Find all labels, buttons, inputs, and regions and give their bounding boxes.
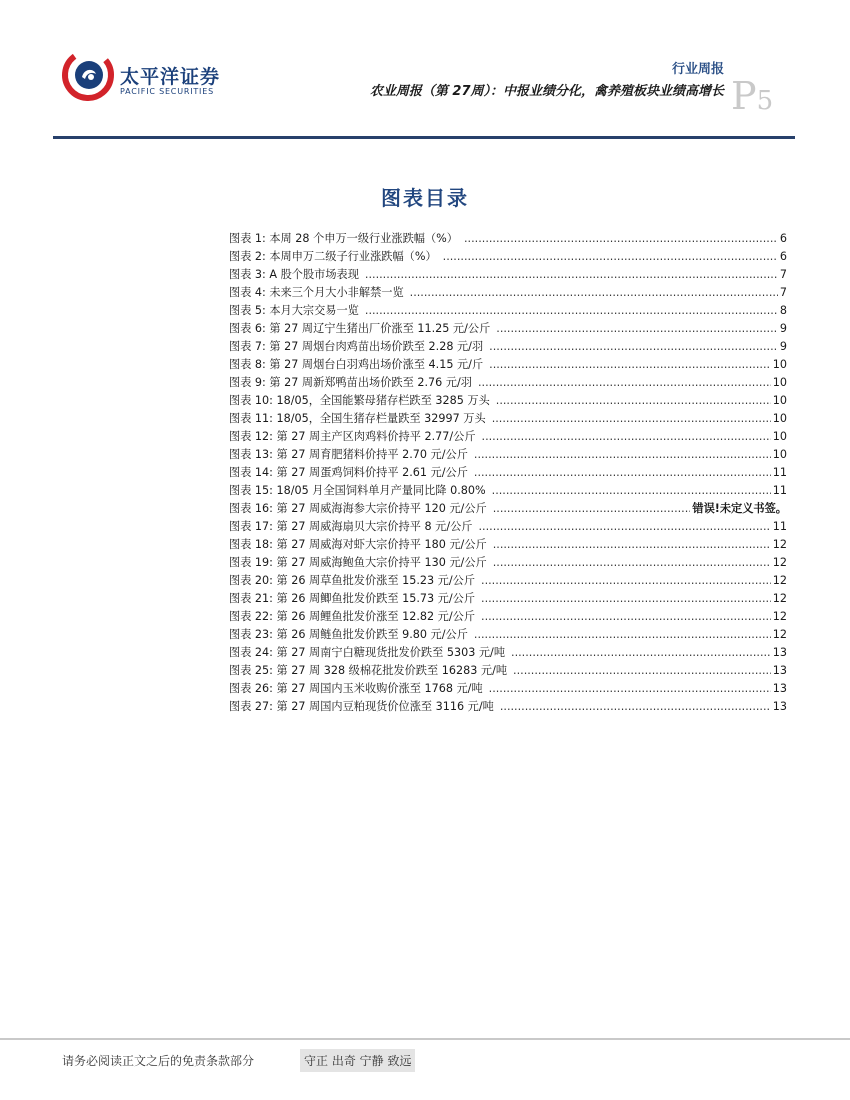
toc-entry-label: 图表 21: 第 26 周鲫鱼批发价跌至 15.73 元/公斤 [229,592,476,605]
disclaimer-note: 请务必阅读正文之后的免责条款部分 [62,1054,255,1068]
report-type: 行业周报 [671,62,724,77]
toc-entry-label: 图表 26: 第 27 周国内玉米收购价涨至 1768 元/吨 [229,682,483,695]
toc-leader-dots [478,376,771,389]
toc-entry[interactable] [229,392,787,410]
toc-leader-dots [492,484,771,497]
toc-entry-label: 图表 25: 第 27 周 328 级棉花批发价跌至 16283 元/吨 [229,664,508,677]
toc-entry-page: 12 [772,556,787,569]
toc-entry[interactable] [229,410,787,428]
toc-leader-dots [492,412,771,425]
toc-entry-label: 图表 2: 本周申万二级子行业涨跌幅（%） [229,250,437,263]
toc-leader-dots [481,592,771,605]
toc-entry[interactable] [229,572,787,590]
toc-entry-page: 6 [779,232,787,245]
toc-entry-label: 图表 15: 18/05 月全国饲料单月产量同比降 0.80% [229,484,486,497]
toc-leader-dots [474,628,771,641]
toc-entry[interactable] [229,644,787,662]
toc-entry-label: 图表 4: 未来三个月大小非解禁一览 [229,286,404,299]
toc-entry[interactable] [229,230,787,248]
toc-entry-label: 图表 5: 本月大宗交易一览 [229,304,359,317]
toc-leader-dots [513,664,771,677]
toc-entry-page: 12 [772,610,787,623]
toc-entry[interactable] [229,428,787,446]
toc-entry[interactable] [229,608,787,626]
toc-entry-page: 12 [772,628,787,641]
brand-name-en: PACIFIC SECURITIES [120,87,214,96]
toc-leader-dots [493,538,771,551]
toc-entry-page: 13 [772,682,787,695]
toc-leader-dots [489,340,778,353]
toc-leader-dots [410,286,778,299]
toc-entry-label: 图表 3: A 股个股市场表现 [229,268,359,281]
toc-entry-label: 图表 12: 第 27 周主产区肉鸡料价持平 2.77/公斤 [229,430,476,443]
company-motto: 守正 出奇 宁静 致远 [300,1049,415,1072]
toc-entry[interactable] [229,500,787,518]
toc-entry-page: 13 [772,664,787,677]
toc-entry-label: 图表 20: 第 26 周草鱼批发价涨至 15.23 元/公斤 [229,574,476,587]
toc-entry[interactable] [229,698,787,716]
page-letter: P [731,74,757,118]
toc-entry[interactable] [229,482,787,500]
toc-leader-dots [481,610,771,623]
toc-entry-page: 7 [779,286,787,299]
toc-entry-label: 图表 23: 第 26 周鲢鱼批发价跌至 9.80 元/公斤 [229,628,468,641]
toc-entry-page: 10 [772,376,787,389]
toc-entry[interactable] [229,374,787,392]
toc-entry[interactable] [229,590,787,608]
toc-entry-page: 12 [772,538,787,551]
toc-entry-page: 10 [772,430,787,443]
header-divider [53,136,795,139]
toc-leader-dots [489,358,771,371]
toc-entry-page: 6 [779,250,787,263]
toc-leader-dots [443,250,778,263]
toc-leader-dots [482,430,771,443]
toc-leader-dots [496,322,778,335]
toc-entry-label: 图表 6: 第 27 周辽宁生猪出厂价涨至 11.25 元/公斤 [229,322,491,335]
toc-entry-label: 图表 11: 18/05，全国生猪存栏量跌至 32997 万头 [229,412,486,425]
toc-leader-dots [365,268,778,281]
toc-entry-page: 8 [779,304,787,317]
toc-entry-page: 12 [772,592,787,605]
toc-entry-page: 9 [779,340,787,353]
toc-entry-page: 10 [772,358,787,371]
toc-entry[interactable] [229,446,787,464]
toc-entry-page: 9 [779,322,787,335]
toc-entry[interactable] [229,266,787,284]
toc-entry[interactable] [229,302,787,320]
brand-name-cn: 太平洋证券 [120,66,221,88]
toc-entry-page: 11 [772,520,787,533]
page-digit: 5 [756,86,774,116]
toc-entry[interactable] [229,626,787,644]
toc-entry[interactable] [229,320,787,338]
toc-entry[interactable] [229,554,787,572]
toc-leader-dots [493,556,771,569]
toc-entry-page: 10 [772,412,787,425]
table-of-figures [229,230,787,716]
toc-entry[interactable] [229,518,787,536]
toc-entry[interactable] [229,536,787,554]
toc-leader-dots [496,394,771,407]
toc-entry-label: 图表 13: 第 27 周育肥猪料价持平 2.70 元/公斤 [229,448,468,461]
toc-entry-page: 13 [772,646,787,659]
toc-entry-label: 图表 10: 18/05，全国能繁母猪存栏跌至 3285 万头 [229,394,490,407]
toc-entry-page: 12 [772,574,787,587]
footer-divider [0,1038,850,1040]
toc-entry-page: 11 [772,466,787,479]
toc-entry-label: 图表 24: 第 27 周南宁白糖现货批发价跌至 5303 元/吨 [229,646,506,659]
toc-entry-label: 图表 27: 第 27 周国内豆粕现货价位涨至 3116 元/吨 [229,700,494,713]
toc-leader-dots [489,682,771,695]
toc-entry-page: 7 [779,268,787,281]
toc-leader-dots [474,448,771,461]
toc-entry-label: 图表 16: 第 27 周威海海参大宗价持平 120 元/公斤 [229,502,487,515]
toc-entry-label: 图表 7: 第 27 周烟台肉鸡苗出场价跌至 2.28 元/羽 [229,340,484,353]
toc-entry-page: 10 [772,448,787,461]
toc-leader-dots [474,466,771,479]
pacific-securities-logo-icon [60,46,116,102]
toc-leader-dots [478,520,770,533]
toc-entry-label: 图表 1: 本周 28 个申万一级行业涨跌幅（%） [229,232,458,245]
toc-entry-label: 图表 9: 第 27 周新郑鸭苗出场价跌至 2.76 元/羽 [229,376,472,389]
toc-entry-label: 图表 8: 第 27 周烟台白羽鸡出场价涨至 4.15 元/斤 [229,358,484,371]
toc-entry-page: 11 [772,484,787,497]
toc-entry[interactable] [229,356,787,374]
toc-leader-dots [500,700,771,713]
toc-entry-label: 图表 19: 第 27 周威海鲍鱼大宗价持平 130 元/公斤 [229,556,487,569]
toc-entry-label: 图表 22: 第 26 周鲤鱼批发价涨至 12.82 元/公斤 [229,610,476,623]
toc-entry[interactable] [229,662,787,680]
toc-leader-dots [493,502,691,515]
toc-leader-dots [511,646,771,659]
toc-leader-dots [464,232,778,245]
toc-entry-label: 图表 17: 第 27 周威海扇贝大宗价持平 8 元/公斤 [229,520,473,533]
report-title: 农业周报（第 27周）：中报业绩分化，禽养殖板块业绩高增长 [369,84,724,99]
toc-entry-page: 错误!未定义书签。 [692,502,787,515]
toc-entry[interactable] [229,284,787,302]
toc-entry[interactable] [229,248,787,266]
toc-heading: 图表目录 [381,186,469,210]
toc-entry[interactable] [229,464,787,482]
page-number [731,74,773,118]
toc-leader-dots [481,574,771,587]
toc-entry-label: 图表 18: 第 27 周威海对虾大宗价持平 180 元/公斤 [229,538,487,551]
toc-entry[interactable] [229,680,787,698]
toc-entry-page: 13 [772,700,787,713]
toc-entry[interactable] [229,338,787,356]
toc-entry-label: 图表 14: 第 27 周蛋鸡饲料价持平 2.61 元/公斤 [229,466,468,479]
toc-entry-page: 10 [772,394,787,407]
toc-leader-dots [365,304,778,317]
